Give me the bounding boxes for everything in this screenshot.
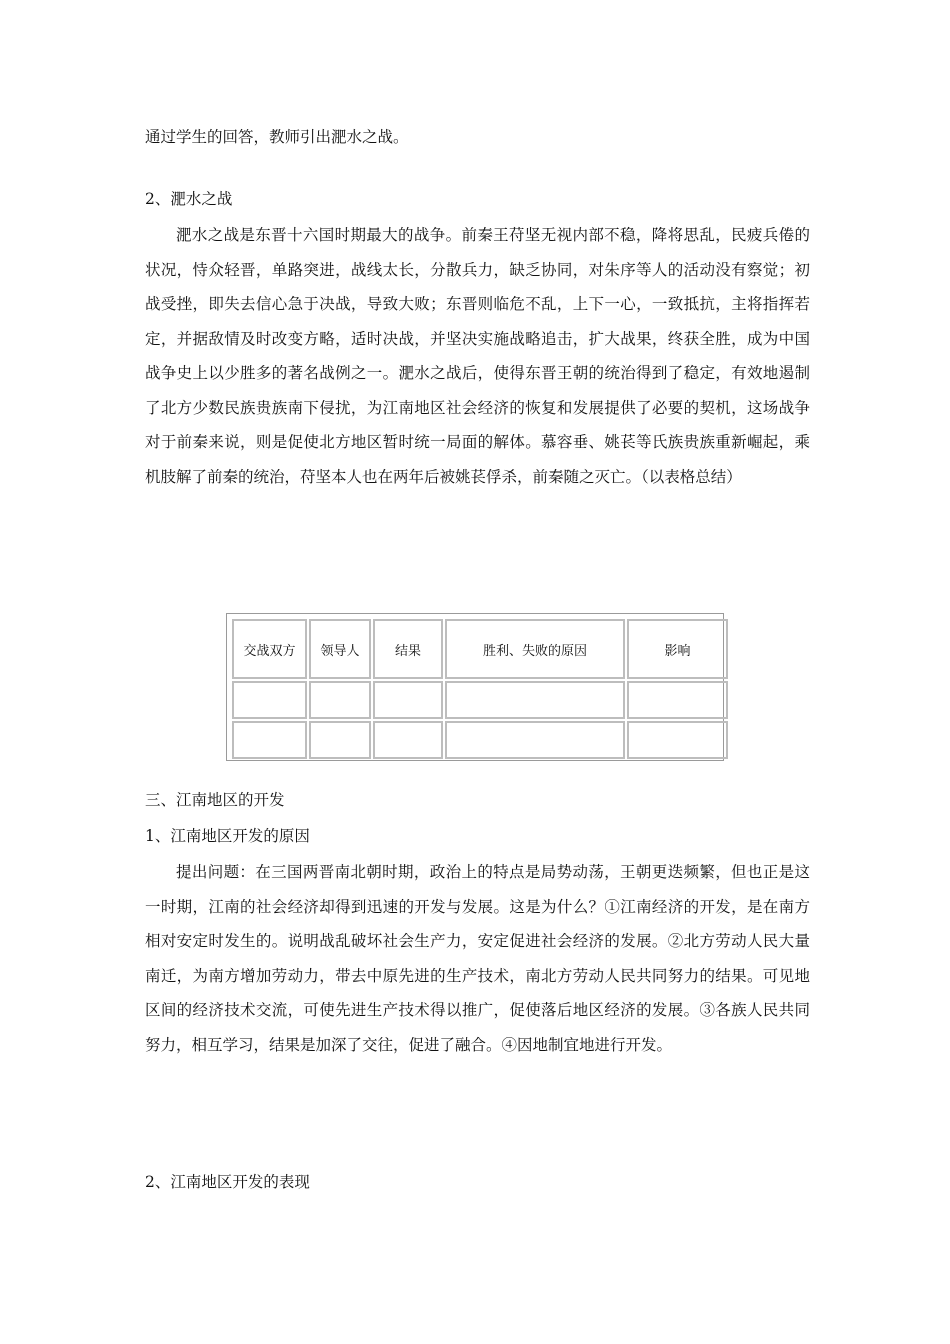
subsection-heading-reasons: 1、江南地区开发的原因 bbox=[145, 827, 310, 845]
table-row bbox=[232, 721, 728, 759]
table-cell bbox=[373, 721, 443, 759]
summary-table bbox=[230, 617, 730, 761]
section-heading-feishui: 2、淝水之战 bbox=[145, 190, 233, 208]
table-cell bbox=[232, 681, 307, 719]
summary-table-frame bbox=[226, 613, 724, 761]
table-cell bbox=[627, 721, 728, 759]
table-cell bbox=[309, 681, 371, 719]
intro-line: 通过学生的回答，教师引出淝水之战。 bbox=[145, 128, 409, 146]
table-cell bbox=[309, 721, 371, 759]
table-header-row bbox=[232, 619, 728, 679]
table-row bbox=[232, 681, 728, 719]
header-cell-leaders: 领导人 bbox=[309, 619, 371, 679]
header-cell-result: 结果 bbox=[373, 619, 443, 679]
header-cell-impact: 影响 bbox=[627, 619, 728, 679]
header-cell-reasons: 胜利、失败的原因 bbox=[445, 619, 625, 679]
reasons-paragraph: 提出问题：在三国两晋南北朝时期，政治上的特点是局势动荡，王朝更迭频繁，但也正是这一时期，江南的社会经济却得到迅速的开发与发展。这是为什么？①江南经济的开发，是在南方相对安定时发生的。说明战乱破坏社会生产力，安定促进社会经济的发展。②北方劳动人民大量南迁，为南方增加劳动力，带去中原先进的生产技术，南北方劳动人民共同努力的结果。可见地区间的经济技术交流，可使先进生产技术得以推广，促使落后地区经济的发展。③各族人民共同努力，相互学习，结果是加深了交往，促进了融合。④因地制宜地进行开发。 bbox=[145, 863, 810, 1054]
table-cell bbox=[445, 721, 625, 759]
table-cell bbox=[373, 681, 443, 719]
table-cell bbox=[627, 681, 728, 719]
subsection-heading-manifestations: 2、江南地区开发的表现 bbox=[145, 1173, 310, 1191]
table-cell bbox=[445, 681, 625, 719]
feishui-paragraph: 淝水之战是东晋十六国时期最大的战争。前秦王苻坚无视内部不稳，降将思乱，民疲兵倦的状况，恃众轻晋，单路突进，战线太长，分散兵力，缺乏协同，对朱序等人的活动没有察觉；初战受挫，即失去信心急于决战，导致大败；东晋则临危不乱，上下一心，一致抵抗，主将指挥若定，并据敌情及时改变方略，适时决战，并坚决实施战略追击，扩大战果，终获全胜，成为中国战争史上以少胜多的著名战例之一。淝水之战后，使得东晋王朝的统治得到了稳定，有效地遏制了北方少数民族贵族南下侵扰，为江南地区社会经济的恢复和发展提供了必要的契机，这场战争对于前秦来说，则是促使北方地区暂时统一局面的解体。慕容垂、姚苌等氏族贵族重新崛起，乘机肢解了前秦的统治，苻坚本人也在两年后被姚苌俘杀，前秦随之灭亡。（以表格总结） bbox=[145, 226, 810, 486]
section-heading-jiangnan: 三、江南地区的开发 bbox=[145, 791, 285, 809]
table-cell bbox=[232, 721, 307, 759]
header-cell-belligerents: 交战双方 bbox=[232, 619, 307, 679]
